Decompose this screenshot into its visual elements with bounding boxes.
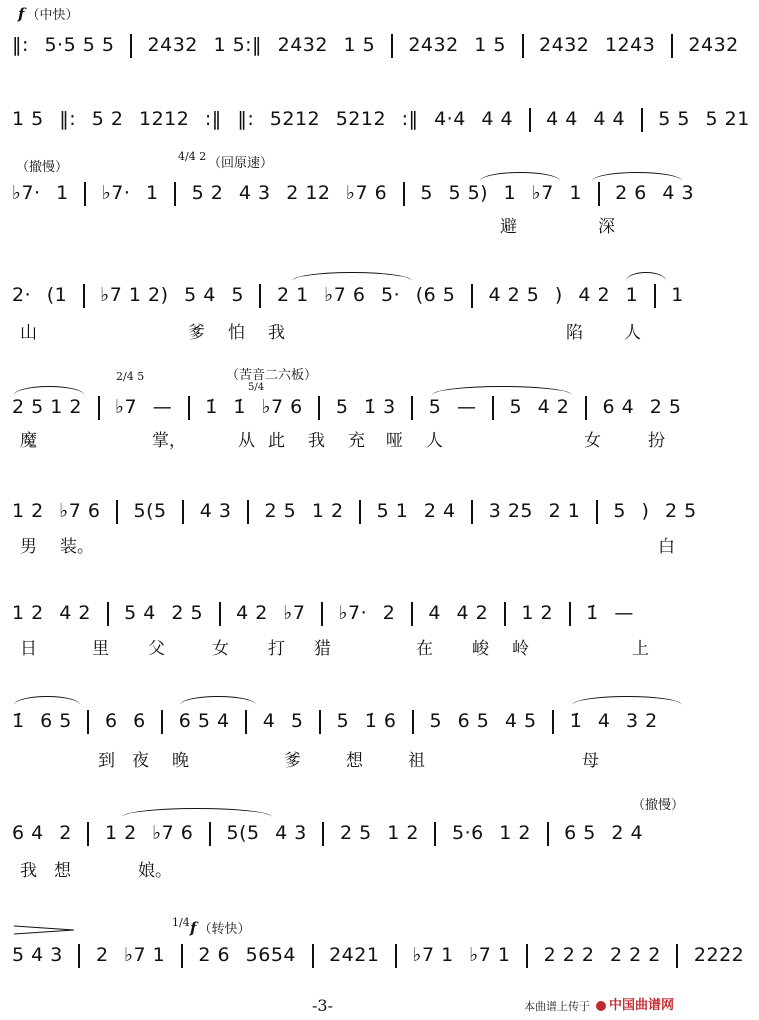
lyric-char: 爹 — [284, 751, 301, 771]
dynamic-mark: f — [190, 919, 197, 937]
lyric-char: 娘。 — [138, 861, 172, 881]
note-token: 3 2 — [626, 710, 658, 732]
lyric-char: 在 — [416, 639, 433, 659]
note-token: 2432 — [277, 34, 328, 56]
note-token: 1 — [145, 182, 159, 204]
note-token: 4 3 — [275, 822, 307, 844]
barline — [641, 108, 643, 132]
notation-line — [12, 394, 692, 420]
note-token: 4 4 — [546, 108, 578, 130]
note-token: 4 — [262, 710, 276, 732]
barline — [522, 34, 524, 58]
barline — [547, 822, 549, 846]
barline — [219, 602, 221, 626]
note-token: ♭7· — [338, 602, 368, 624]
lyric-char: 晚 — [172, 751, 189, 771]
score-system-8 — [12, 684, 692, 784]
notation-line — [12, 106, 750, 132]
score-system-10 — [12, 916, 745, 986]
score-system-5 — [12, 362, 692, 462]
barline — [391, 34, 393, 58]
barline — [395, 944, 397, 968]
note-token: 5 5 — [658, 108, 690, 130]
note-token: 2 1 — [548, 500, 581, 522]
score-system-3 — [12, 150, 695, 240]
score-system-1 — [12, 4, 739, 94]
note-token: 4 3 — [199, 500, 232, 522]
slur — [626, 272, 666, 281]
note-token: 2 2 2 — [609, 944, 661, 966]
note-token: 5 1 — [376, 500, 409, 522]
note-token: 1 2 — [521, 602, 554, 624]
note-token: 1̇ — [233, 396, 247, 418]
tempo-mark-return: （回原速） — [208, 156, 274, 171]
barline — [83, 284, 85, 308]
note-token: 4·4 — [434, 108, 466, 130]
upload-source-text: 本曲谱上传于 — [524, 1000, 590, 1013]
barline — [247, 500, 249, 524]
note-token: ♭7 — [115, 396, 138, 418]
note-token: 5212 — [269, 108, 321, 130]
barline — [116, 500, 118, 524]
note-token: 2· — [12, 284, 32, 306]
lyric-char: 从 — [238, 431, 255, 451]
note-token: ♭7 1 2) — [100, 284, 169, 306]
note-token: ♭7 1 — [124, 944, 166, 966]
note-token: 2432 — [688, 34, 739, 56]
note-token: 2432 — [408, 34, 459, 56]
barline — [98, 396, 100, 420]
notation-line — [12, 32, 739, 58]
notation-line — [12, 600, 692, 626]
note-token: 2 5 — [664, 500, 697, 522]
note-token: 2 5 — [339, 822, 372, 844]
note-token: 5 — [290, 710, 304, 732]
tempo-text: （中快） — [26, 8, 79, 23]
note-token: 1 — [569, 182, 582, 204]
note-token: ♭7 — [283, 602, 306, 624]
note-token: 5 21 — [705, 108, 750, 130]
note-token: 5(5 — [133, 500, 167, 522]
notation-line — [12, 282, 692, 308]
note-token: 6 5 4 — [178, 710, 230, 732]
note-token: 6 — [133, 710, 146, 732]
tempo-mark — [190, 918, 250, 937]
note-token: 2 5 1 2 — [12, 396, 82, 418]
barline — [245, 710, 247, 734]
lyric-char: 扮 — [648, 431, 665, 451]
barline — [87, 710, 89, 734]
time-signature: 1/4 — [172, 916, 190, 929]
barline — [526, 944, 528, 968]
barline — [552, 710, 554, 734]
note-token: 5 — [335, 396, 349, 418]
note-token: 4 4 — [481, 108, 514, 130]
note-token: 2 5 — [649, 396, 682, 418]
tempo-text: （转快） — [198, 922, 251, 937]
note-token: 6 — [104, 710, 118, 732]
note-token: (6 5 — [415, 284, 456, 306]
note-token: 2 — [59, 822, 72, 844]
notation-line — [12, 942, 745, 968]
lyric-char: 充 — [348, 431, 365, 451]
note-token: 5 — [613, 500, 626, 522]
dynamic-mark: f — [18, 5, 25, 23]
time-signature: 2/4 5 — [116, 370, 145, 383]
note-token: 1̇ — [205, 396, 218, 418]
note-token: 1 2 — [387, 822, 419, 844]
slur — [592, 172, 682, 181]
lyric-char: 想 — [54, 861, 71, 881]
note-token: 1 2 — [104, 822, 137, 844]
note-token: 1 5 — [12, 108, 44, 130]
note-token: 2 5 — [264, 500, 297, 522]
note-token: ♭7 1 — [469, 944, 511, 966]
note-token: ) — [641, 500, 650, 522]
barline — [319, 710, 321, 734]
lyric-char: 我 — [308, 431, 325, 451]
note-token: 5 — [509, 396, 523, 418]
note-token: 2 12 — [286, 182, 331, 204]
lyric-char: 白 — [658, 537, 675, 557]
lyric-char: 母 — [582, 751, 599, 771]
notation-line — [12, 498, 697, 524]
note-token: 1̇ — [569, 710, 583, 732]
barline — [87, 822, 89, 846]
note-token: 5 4 3 — [12, 944, 63, 966]
lyric-char: 打 — [268, 639, 285, 659]
note-token: 1̇ 6 — [364, 710, 397, 732]
note-token: ♭7 1 — [412, 944, 454, 966]
note-token: ♭7· — [101, 182, 131, 204]
lyric-line — [12, 426, 692, 451]
lyric-line — [12, 318, 692, 343]
note-token: 2432 — [539, 34, 590, 56]
barline — [504, 602, 506, 626]
score-system-6 — [12, 478, 697, 568]
note-token: 1 — [625, 284, 639, 306]
lyric-char: 此 — [268, 431, 285, 451]
note-token: 1243 — [604, 34, 656, 56]
lyric-char: 到 — [98, 751, 115, 771]
note-token: 2 4 — [611, 822, 644, 844]
note-token: 5654 — [245, 944, 296, 966]
lyric-char: 掌， — [152, 431, 186, 451]
lyric-line — [12, 746, 692, 771]
note-token: 3 25 — [488, 500, 534, 522]
note-token: 5 — [231, 284, 244, 306]
barline — [322, 822, 324, 846]
note-token: 5 2 — [191, 182, 224, 204]
note-token: 5· — [381, 284, 401, 306]
note-token: 1̇ — [586, 602, 599, 624]
repeat-sign: :‖ — [204, 108, 222, 130]
lyric-char: 魔 — [20, 431, 37, 451]
note-token: 5 4 — [124, 602, 156, 624]
logo-icon — [596, 1001, 606, 1011]
note-token: ♭7 — [531, 182, 554, 204]
time-signature: 4/4 2 — [178, 150, 207, 163]
barline — [411, 396, 413, 420]
decrescendo-hairpin — [14, 925, 74, 935]
note-token: 4 — [428, 602, 441, 624]
lyric-char: 夜 — [132, 751, 149, 771]
note-token: 1 — [671, 284, 684, 306]
note-token: ) — [554, 284, 563, 306]
note-token: 4 2 — [236, 602, 268, 624]
note-token: 4 2 — [578, 284, 611, 306]
note-token: 5 — [429, 710, 443, 732]
note-token: 1212 — [138, 108, 190, 130]
slur — [180, 696, 256, 705]
note-token: 2 4 — [423, 500, 456, 522]
note-token: 5 — [428, 396, 442, 418]
lyric-char: 岭 — [512, 639, 529, 659]
note-token: 2 5 — [171, 602, 204, 624]
note-token: 6 4 — [602, 396, 635, 418]
note-token: 1 — [56, 182, 69, 204]
slur — [14, 386, 84, 395]
barline — [434, 822, 436, 846]
barline — [107, 602, 109, 626]
lyric-line — [12, 634, 692, 659]
notation-line — [12, 708, 692, 734]
note-token: 2 6 — [615, 182, 647, 204]
barline — [569, 602, 571, 626]
lyric-line — [12, 212, 692, 237]
barline — [671, 34, 673, 58]
lyric-char: 怕 — [228, 323, 245, 343]
note-token: 2 6 — [198, 944, 231, 966]
barline — [209, 822, 211, 846]
note-token: 5 — [420, 182, 433, 204]
tempo-mark-board: （苦音二六板） — [226, 368, 318, 383]
slur — [572, 696, 682, 705]
note-token: 4 — [597, 710, 611, 732]
barline — [598, 182, 600, 206]
note-token: 2222 — [693, 944, 745, 966]
barline — [259, 284, 261, 308]
tempo-mark-slow: （撤慢） — [16, 160, 69, 175]
barline — [312, 944, 314, 968]
barline — [130, 34, 132, 58]
note-token: 2432 — [147, 34, 198, 56]
note-token: 4 2 — [59, 602, 91, 624]
note-token: 4 2 — [456, 602, 489, 624]
note-token: 5·6 — [452, 822, 484, 844]
repeat-sign: ‖: — [59, 108, 77, 130]
note-token: 6 4 — [12, 822, 44, 844]
note-token: 1 2 — [311, 500, 344, 522]
barline — [529, 108, 531, 132]
barline — [174, 182, 176, 206]
lyric-char: 爹 — [188, 323, 205, 343]
note-token: 1 2 — [12, 602, 44, 624]
slur — [292, 272, 412, 281]
score-system-7 — [12, 580, 692, 670]
lyric-char: 里 — [92, 639, 109, 659]
barline — [585, 396, 587, 420]
barline — [78, 944, 80, 968]
logo-text: 中国曲谱网 — [609, 998, 675, 1013]
note-token: 4 2 — [537, 396, 570, 418]
note-token: 5 5) — [448, 182, 489, 204]
note-token: 1 5 — [343, 34, 376, 56]
slur — [14, 696, 80, 705]
site-logo — [596, 994, 694, 1014]
note-token: 1 — [503, 182, 517, 204]
barline — [321, 602, 323, 626]
note-token: ♭7· — [12, 182, 41, 204]
note-token: 5 2 — [91, 108, 124, 130]
lyric-char: 祖 — [408, 751, 425, 771]
slur — [432, 386, 572, 395]
lyric-char: 想 — [346, 751, 363, 771]
note-token: — — [152, 396, 173, 418]
note-token: ♭7 6 — [346, 182, 388, 204]
lyric-char: 峻 — [472, 639, 489, 659]
score-system-9 — [12, 792, 692, 892]
note-token: — — [456, 396, 477, 418]
barline — [676, 944, 678, 968]
lyric-char: 猎 — [314, 639, 331, 659]
barline — [182, 500, 184, 524]
note-token: 5 — [336, 710, 350, 732]
note-token: 1 5 — [474, 34, 506, 56]
barline — [471, 500, 473, 524]
lyric-char: 男 — [20, 537, 37, 557]
notation-line — [12, 820, 692, 846]
note-token: 4 4 — [593, 108, 626, 130]
lyric-char: 人 — [624, 323, 641, 343]
note-token: 5212 — [335, 108, 387, 130]
note-token: 1̇ — [12, 710, 25, 732]
note-token: 6 5 — [457, 710, 490, 732]
barline — [492, 396, 494, 420]
lyric-char: 装。 — [60, 537, 94, 557]
barline — [181, 944, 183, 968]
tempo-mark-slow: （撤慢） — [632, 798, 685, 813]
note-token: 2 — [95, 944, 109, 966]
note-token: 2 2 2 — [543, 944, 595, 966]
note-token: 5(5 — [226, 822, 260, 844]
slur — [122, 808, 272, 817]
note-token: ♭7 6 — [152, 822, 194, 844]
lyric-char: 哑 — [386, 431, 403, 451]
note-token: 4 3 — [662, 182, 695, 204]
note-token: 5 4 — [184, 284, 216, 306]
barline — [188, 396, 190, 420]
note-token: 4 5 — [504, 710, 537, 732]
tempo-mark — [18, 4, 78, 23]
note-token: 4 3 — [238, 182, 271, 204]
note-token: 6 5 — [564, 822, 596, 844]
note-token: 1 2 — [12, 500, 44, 522]
notation-line — [12, 180, 695, 206]
note-token: 1 2 — [499, 822, 532, 844]
note-token: ♭7 6 — [59, 500, 101, 522]
note-token: ♭7 6 — [261, 396, 303, 418]
note-token: 2421 — [329, 944, 380, 966]
barline — [412, 710, 414, 734]
lyric-char: 女 — [584, 431, 601, 451]
repeat-sign: ‖: — [237, 108, 255, 130]
lyric-char: 避 — [500, 217, 517, 237]
lyric-line — [12, 856, 692, 881]
lyric-char: 山 — [20, 323, 37, 343]
repeat-sign: :‖ — [401, 108, 419, 130]
barline — [403, 182, 405, 206]
slur — [480, 172, 560, 181]
lyric-char: 日 — [20, 639, 37, 659]
note-token: ‖: — [12, 34, 29, 56]
time-signature: 5/4 — [248, 382, 265, 393]
note-token: 1̇ 3 — [363, 396, 396, 418]
note-token: 2 — [382, 602, 396, 624]
note-token: 4 2 5 — [488, 284, 540, 306]
lyric-char: 女 — [212, 639, 229, 659]
note-token: 5·5 5 5 — [44, 34, 115, 56]
barline — [84, 182, 86, 206]
note-token: 6 5 — [40, 710, 72, 732]
note-token: (1 — [46, 284, 68, 306]
lyric-char: 人 — [426, 431, 443, 451]
note-token: 2 1 — [277, 284, 309, 306]
barline — [411, 602, 413, 626]
lyric-char: 我 — [20, 861, 37, 881]
barline — [161, 710, 163, 734]
lyric-char: 上 — [632, 639, 649, 659]
lyric-char: 深 — [598, 217, 615, 237]
barline — [471, 284, 473, 308]
page-number: -3- — [312, 996, 333, 1015]
note-token: 1 5:‖ — [213, 34, 263, 56]
lyric-char: 陷 — [566, 323, 583, 343]
barline — [654, 284, 656, 308]
barline — [359, 500, 361, 524]
note-token: ♭7 6 — [324, 284, 366, 306]
lyric-char: 父 — [148, 639, 165, 659]
lyric-line — [12, 532, 692, 557]
note-token: — — [614, 602, 634, 624]
barline — [318, 396, 320, 420]
barline — [596, 500, 598, 524]
lyric-char: 我 — [268, 323, 285, 343]
score-system-4 — [12, 262, 692, 352]
